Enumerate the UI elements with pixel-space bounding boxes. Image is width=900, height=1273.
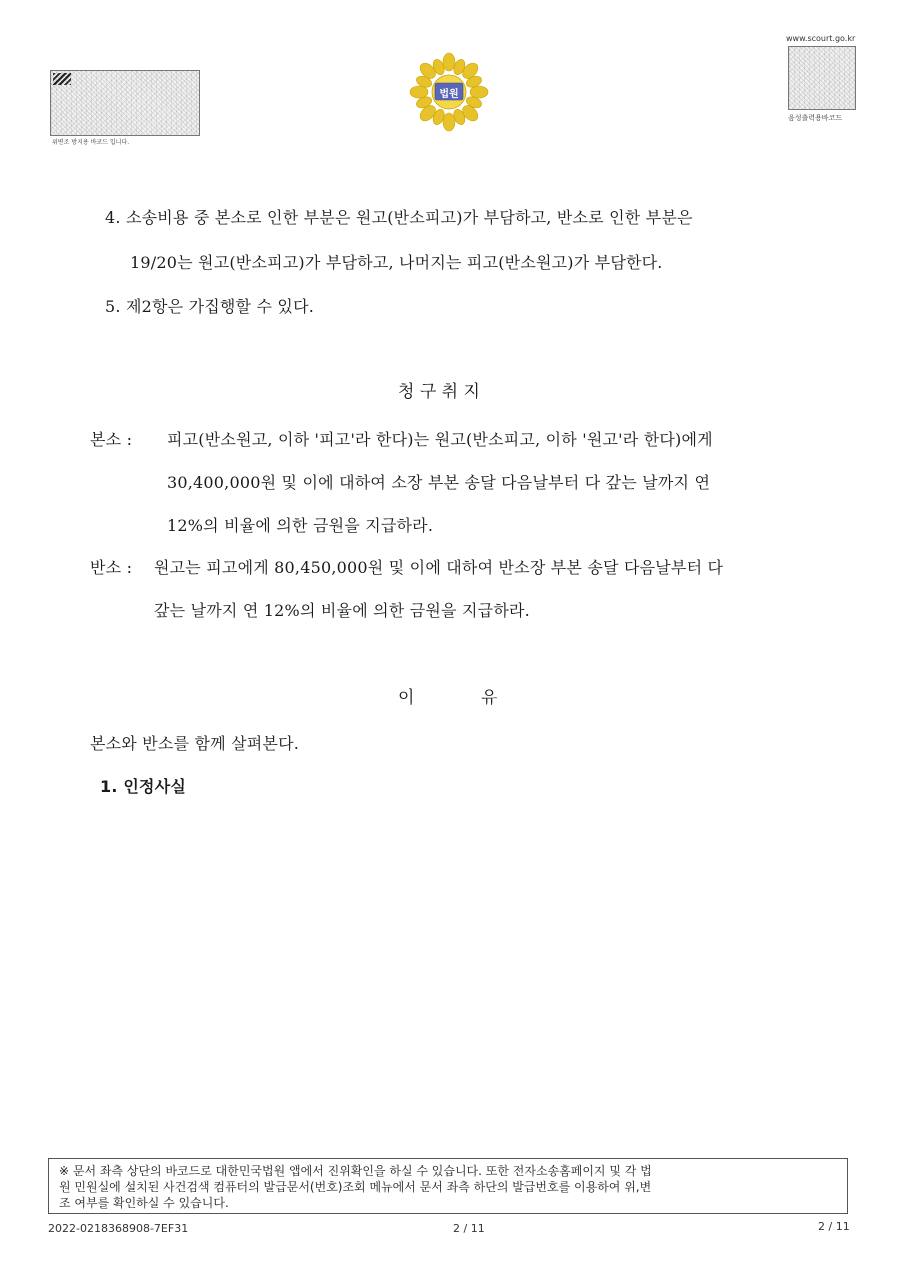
scourt-site-url: www.scourt.go.kr [786,34,856,43]
judgment-item-4-line2: 19/20는 원고(반소피고)가 부담하고, 나머지는 피고(반소원고)가 부담한다. [130,253,663,272]
audio-output-barcode-caption: 음성출력용바코드 [788,114,843,122]
notice-line-3: 조 여부를 확인하실 수 있습니다. [59,1196,229,1210]
counter-claim-label: 반소 : [90,558,133,577]
notice-line-1: ※ 문서 좌측 상단의 바코드로 대한민국법원 앱에서 진위확인을 하실 수 있습니다. 또한 전자소송홈페이지 및 각 법 [59,1164,652,1178]
reasons-heading-right: 유 [481,688,498,708]
main-claim-line2: 30,400,000원 및 이에 대하여 소장 부본 송달 다음날부터 다 갚는 날까지 연 [167,473,711,492]
counter-claim-line1: 원고는 피고에게 80,450,000원 및 이에 대하여 반소장 부본 송달 다음날부터 다 [154,558,724,577]
main-claim-line3: 12%의 비율에 의한 금원을 지급하라. [167,516,434,535]
judgment-item-5: 5. 제2항은 가집행할 수 있다. [105,297,315,316]
anti-forgery-barcode-caption: 위변조 방지용 바코드 입니다. [52,139,130,146]
court-emblem [406,52,492,132]
reasons-heading-left: 이 [398,688,415,708]
section-1-heading: 1. 인정사실 [100,777,187,796]
verification-notice-text [59,1163,837,1211]
issue-number: 2022-0218368908-7EF31 [48,1222,189,1235]
audio-output-barcode [788,46,856,110]
verification-notice [48,1158,848,1214]
claims-heading: 청 구 취 지 [398,382,480,402]
notice-line-2: 원 민원실에 설치된 사건검색 컴퓨터의 발급문서(번호)조회 메뉴에서 문서 좌측 하단의 발급번호를 이용하여 위,변 [59,1180,652,1194]
reasons-intro: 본소와 반소를 함께 살펴본다. [90,734,300,753]
barcode-corner-mark [53,73,71,85]
court-emblem-label: 법원 [439,89,459,100]
main-claim-line1: 피고(반소원고, 이하 '피고'라 한다)는 원고(반소피고, 이하 '원고'라 한다)에게 [167,430,713,449]
page-number-center: 2 / 11 [453,1222,485,1235]
judgment-item-4-line1: 4. 소송비용 중 본소로 인한 부분은 원고(반소피고)가 부담하고, 반소로 인한 부분은 [105,208,693,227]
counter-claim-line2: 갚는 날까지 연 12%의 비율에 의한 금원을 지급하라. [154,601,530,620]
main-claim-label: 본소 : [90,430,133,449]
anti-forgery-barcode [50,70,200,136]
page-number-right: 2 / 11 [818,1220,850,1233]
